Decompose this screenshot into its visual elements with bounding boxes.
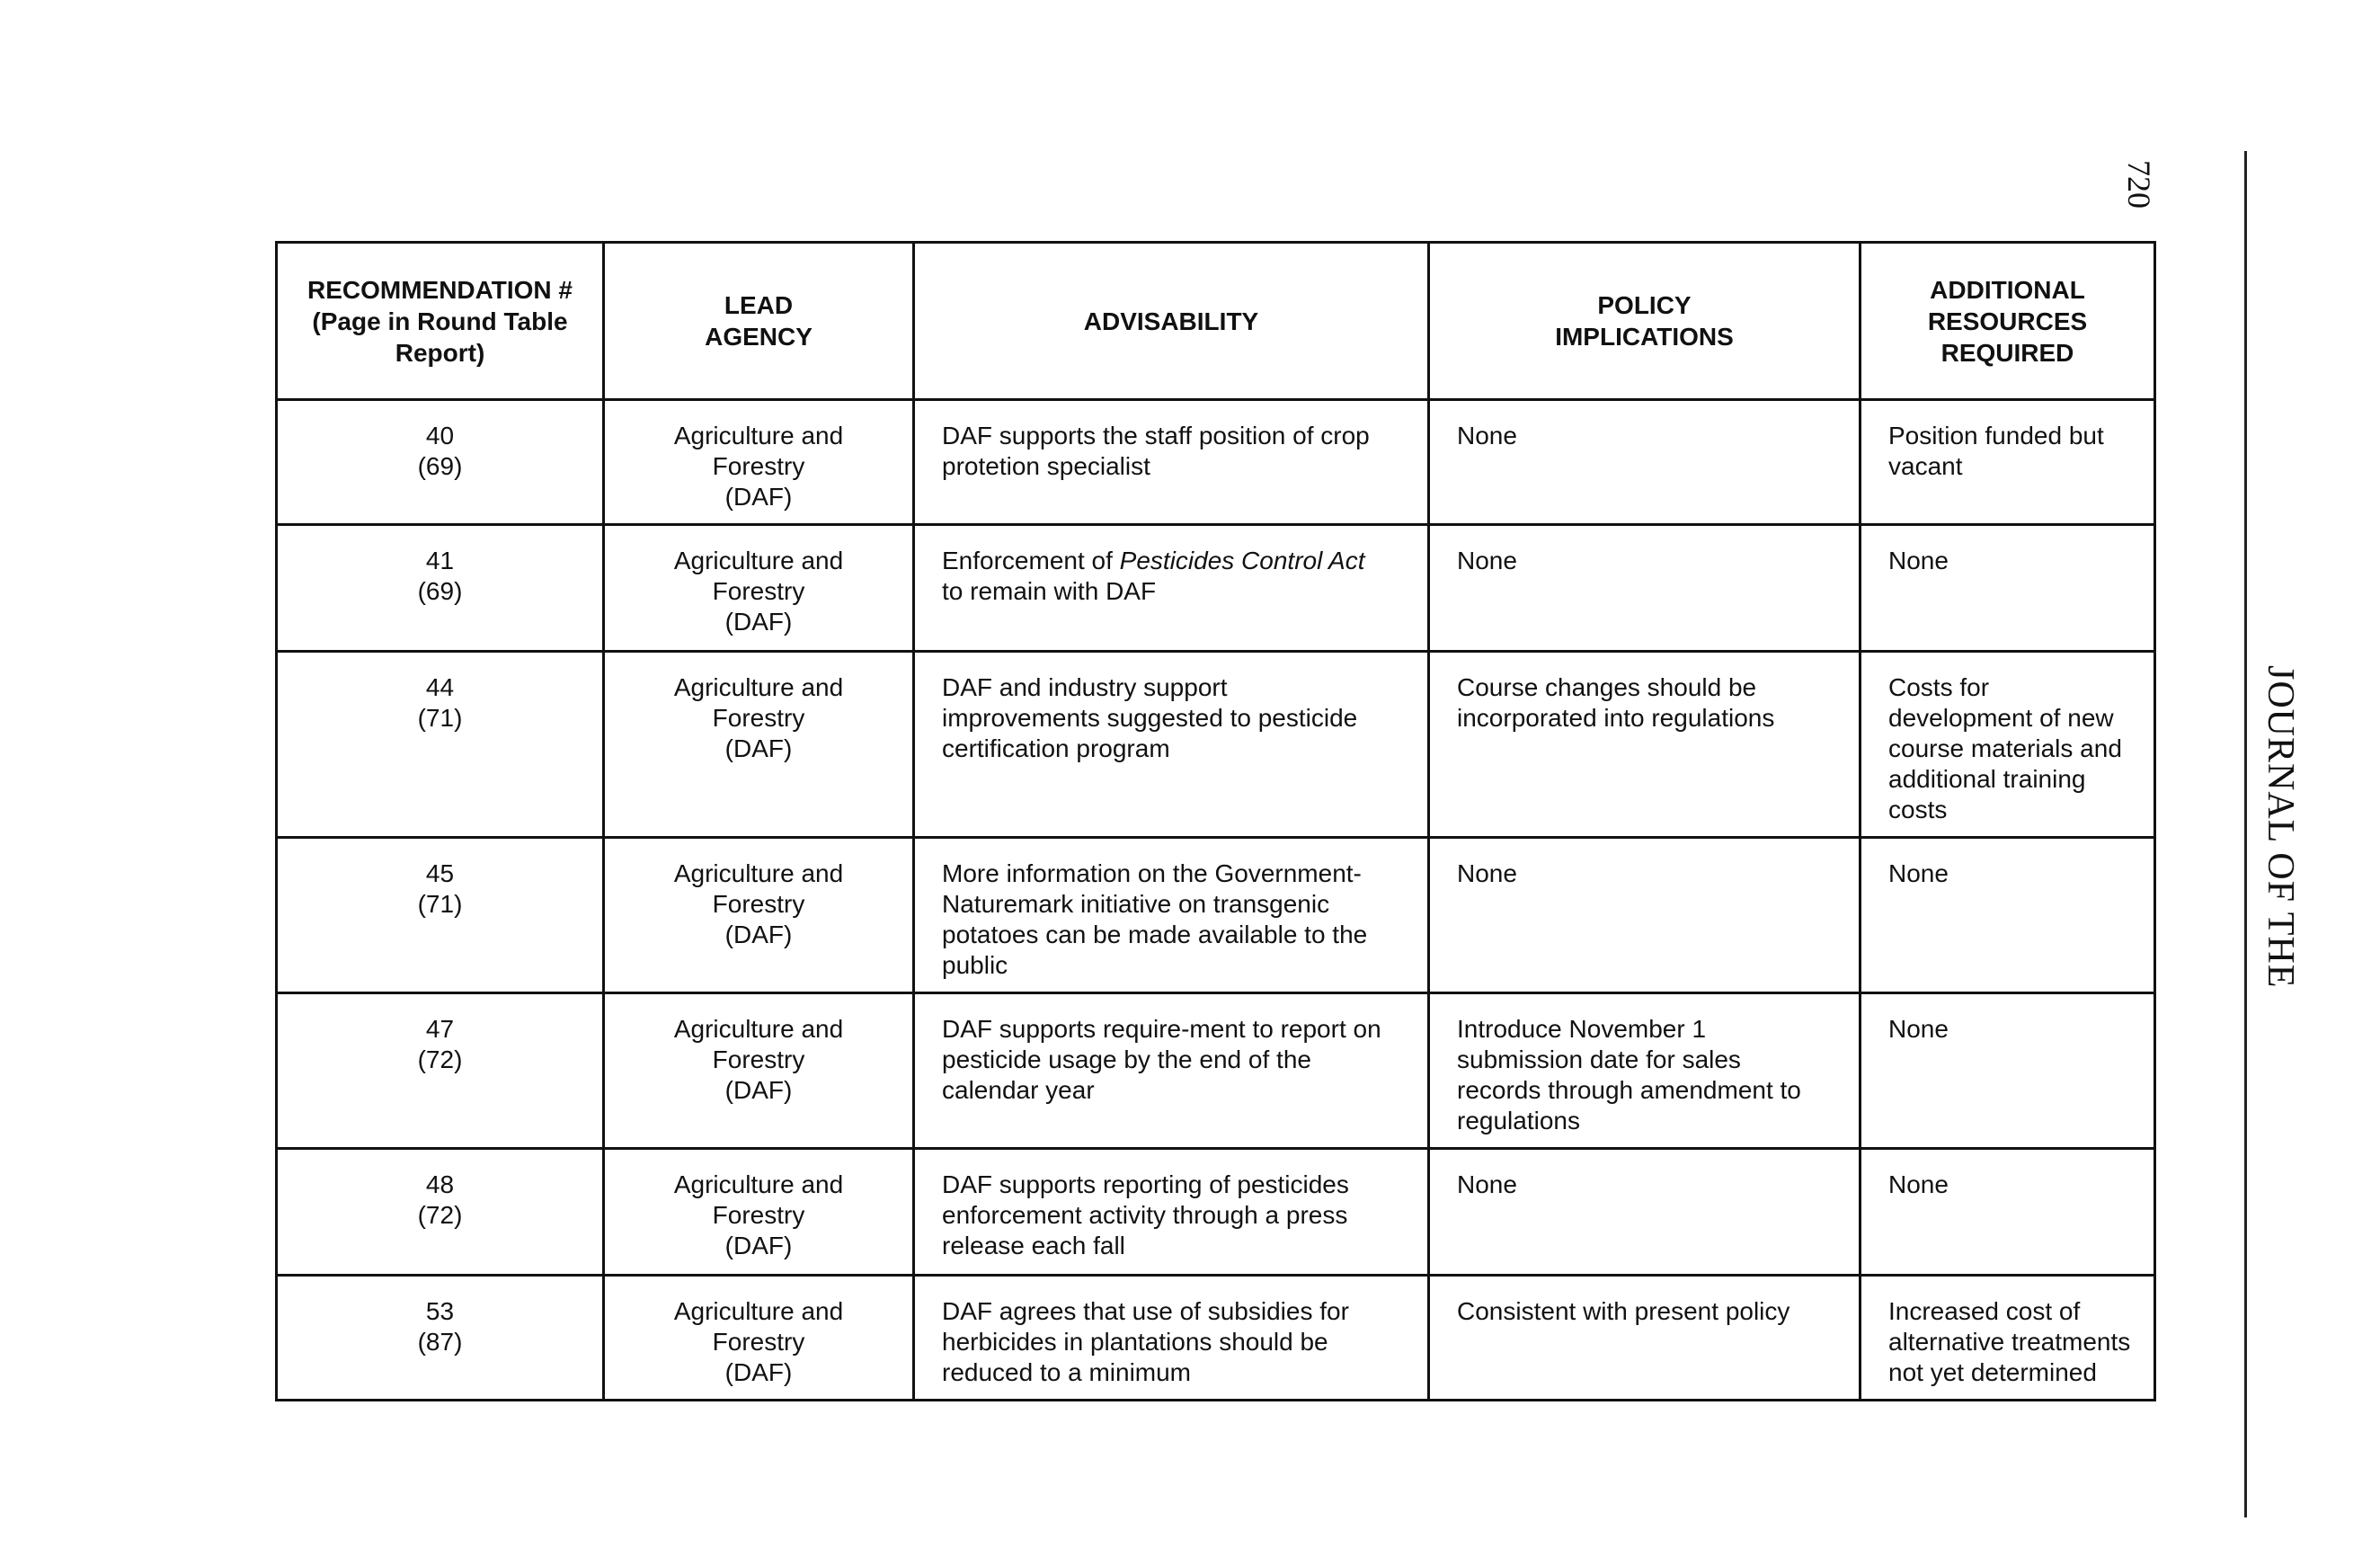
lead-agency-cell: Agriculture and Forestry (DAF) xyxy=(604,993,914,1149)
policy-cell: None xyxy=(1429,838,1860,993)
resources-cell: None xyxy=(1860,993,2155,1149)
margin-rule xyxy=(2244,151,2247,1517)
lead-agency-cell: Agriculture and Forestry (DAF) xyxy=(604,400,914,525)
table-row xyxy=(277,838,2155,993)
advisability-cell: DAF and industry support improvements suggested to pesticide certification program xyxy=(914,652,1429,838)
lead-agency-cell: Agriculture and Forestry (DAF) xyxy=(604,1149,914,1276)
policy-cell: Consistent with present policy xyxy=(1429,1276,1860,1401)
recommendation-cell: 41 (69) xyxy=(277,525,604,652)
policy-cell: None xyxy=(1429,1149,1860,1276)
advisability-cell: More information on the Government- Naturemark initiative on transgenic potatoes can be made available to the public xyxy=(914,838,1429,993)
table-row xyxy=(277,525,2155,652)
advisability-cell: Enforcement of Pesticides Control Act to remain with DAF xyxy=(914,525,1429,652)
resources-cell: None xyxy=(1860,525,2155,652)
header-recommendation: RECOMMENDATION # (Page in Round Table Report) xyxy=(277,243,604,400)
resources-cell: Increased cost of alternative treatments not yet determined xyxy=(1860,1276,2155,1401)
recommendation-cell: 44 (71) xyxy=(277,652,604,838)
policy-cell: Introduce November 1 submission date for sales records through amendment to regulations xyxy=(1429,993,1860,1149)
recommendation-cell: 40 (69) xyxy=(277,400,604,525)
policy-cell: None xyxy=(1429,400,1860,525)
recommendations-table xyxy=(275,241,2156,1401)
act-title: Pesticides Control Act xyxy=(1119,547,1365,574)
page-number: 720 xyxy=(2121,160,2157,209)
header-additional-resources: ADDITIONAL RESOURCES REQUIRED xyxy=(1860,243,2155,400)
resources-cell: Position funded but vacant xyxy=(1860,400,2155,525)
recommendation-cell: 53 (87) xyxy=(277,1276,604,1401)
policy-cell: Course changes should be incorporated into regulations xyxy=(1429,652,1860,838)
resources-cell: None xyxy=(1860,1149,2155,1276)
header-policy-implications: POLICY IMPLICATIONS xyxy=(1429,243,1860,400)
table-header-row xyxy=(277,243,2155,400)
table-row xyxy=(277,1149,2155,1276)
table-row xyxy=(277,1276,2155,1401)
lead-agency-cell: Agriculture and Forestry (DAF) xyxy=(604,525,914,652)
policy-cell: None xyxy=(1429,525,1860,652)
header-advisability: ADVISABILITY xyxy=(914,243,1429,400)
recommendation-cell: 48 (72) xyxy=(277,1149,604,1276)
table-row xyxy=(277,400,2155,525)
lead-agency-cell: Agriculture and Forestry (DAF) xyxy=(604,652,914,838)
resources-cell: Costs for development of new course materials and additional training costs xyxy=(1860,652,2155,838)
table-row xyxy=(277,652,2155,838)
header-lead-agency: LEAD AGENCY xyxy=(604,243,914,400)
advisability-cell: DAF supports the staff position of crop protetion specialist xyxy=(914,400,1429,525)
recommendation-cell: 45 (71) xyxy=(277,838,604,993)
advisability-cell: DAF supports require-ment to report on pesticide usage by the end of the calendar year xyxy=(914,993,1429,1149)
lead-agency-cell: Agriculture and Forestry (DAF) xyxy=(604,1276,914,1401)
running-head: JOURNAL OF THE xyxy=(2260,665,2301,989)
resources-cell: None xyxy=(1860,838,2155,993)
advisability-cell: DAF supports reporting of pesticides enforcement activity through a press release each fall xyxy=(914,1149,1429,1276)
recommendation-cell: 47 (72) xyxy=(277,993,604,1149)
table-row xyxy=(277,993,2155,1149)
lead-agency-cell: Agriculture and Forestry (DAF) xyxy=(604,838,914,993)
advisability-cell: DAF agrees that use of subsidies for herbicides in plantations should be reduced to a minimum xyxy=(914,1276,1429,1401)
